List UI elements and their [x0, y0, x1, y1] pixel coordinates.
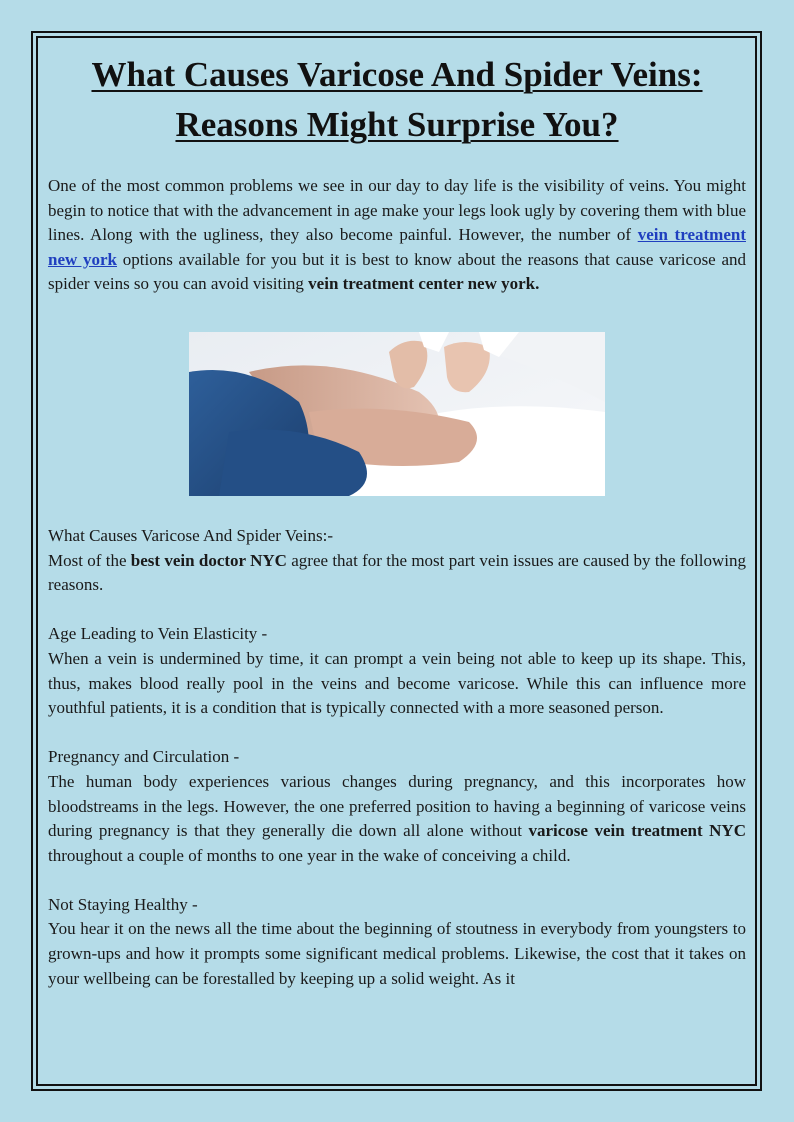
- causes-bold: best vein doctor NYC: [130, 550, 287, 570]
- health-heading: Not Staying Healthy -: [48, 894, 198, 914]
- causes-heading: What Causes Varicose And Spider Veins:-: [48, 525, 334, 545]
- intro-bold: vein treatment center new york.: [308, 274, 540, 294]
- title-line-2: Reasons Might Surprise You?: [175, 105, 619, 144]
- causes-text-1: Most of the: [48, 550, 131, 570]
- intro-text-2: options available for you but it is best to know about the reasons that cause varicose and spider veins so you can avoid visiting: [48, 249, 746, 294]
- pregnancy-paragraph: [48, 770, 746, 868]
- pregnancy-heading: Pregnancy and Circulation -: [48, 747, 240, 767]
- document-body: [48, 50, 746, 991]
- age-paragraph: When a vein is undermined by time, it can prompt a vein being not able to keep up its shape. This, thus, makes blood really pool in the veins and become varicose. While this can influence more youthful patients, it is a condition that is typically connected with a more seasoned person.: [48, 648, 746, 718]
- title-line-1: What Causes Varicose And Spider Veins:: [91, 55, 703, 94]
- intro-paragraph: [48, 174, 746, 297]
- health-paragraph: You hear it on the news all the time about the beginning of stoutness in everybody from youngsters to grown-ups and how it prompts some significant medical problems. Likewise, the cost that it takes on your wellbeing can be forestalled by keeping up a solid weight. As it: [48, 919, 746, 988]
- leg-examination-photo: [189, 332, 605, 496]
- age-heading: Age Leading to Vein Elasticity -: [48, 624, 268, 644]
- causes-text-2: agree that for the most part vein issues are caused by the following reasons.: [48, 550, 746, 595]
- pregnancy-bold: varicose vein treatment NYC: [528, 821, 746, 841]
- pregnancy-text-1: The human body experiences various changes during pregnancy, and this incorporates how bloodstreams in the legs. However, the one preferred position to having a beginning of varicose veins during pregnancy is that they generally die down all alone without: [48, 771, 746, 841]
- page-title: [48, 50, 746, 150]
- pregnancy-text-2: throughout a couple of months to one year in the wake of conceiving a child.: [48, 845, 571, 865]
- vein-treatment-link[interactable]: vein treatment new york: [48, 225, 746, 269]
- intro-text-1: One of the most common problems we see in our day to day life is the visibility of veins. You might begin to notice that with the advancement in age make your legs look ugly by covering them with blue lines. Along with the ugliness, they also become painful. However, the number of: [48, 176, 746, 245]
- causes-paragraph: [48, 549, 746, 598]
